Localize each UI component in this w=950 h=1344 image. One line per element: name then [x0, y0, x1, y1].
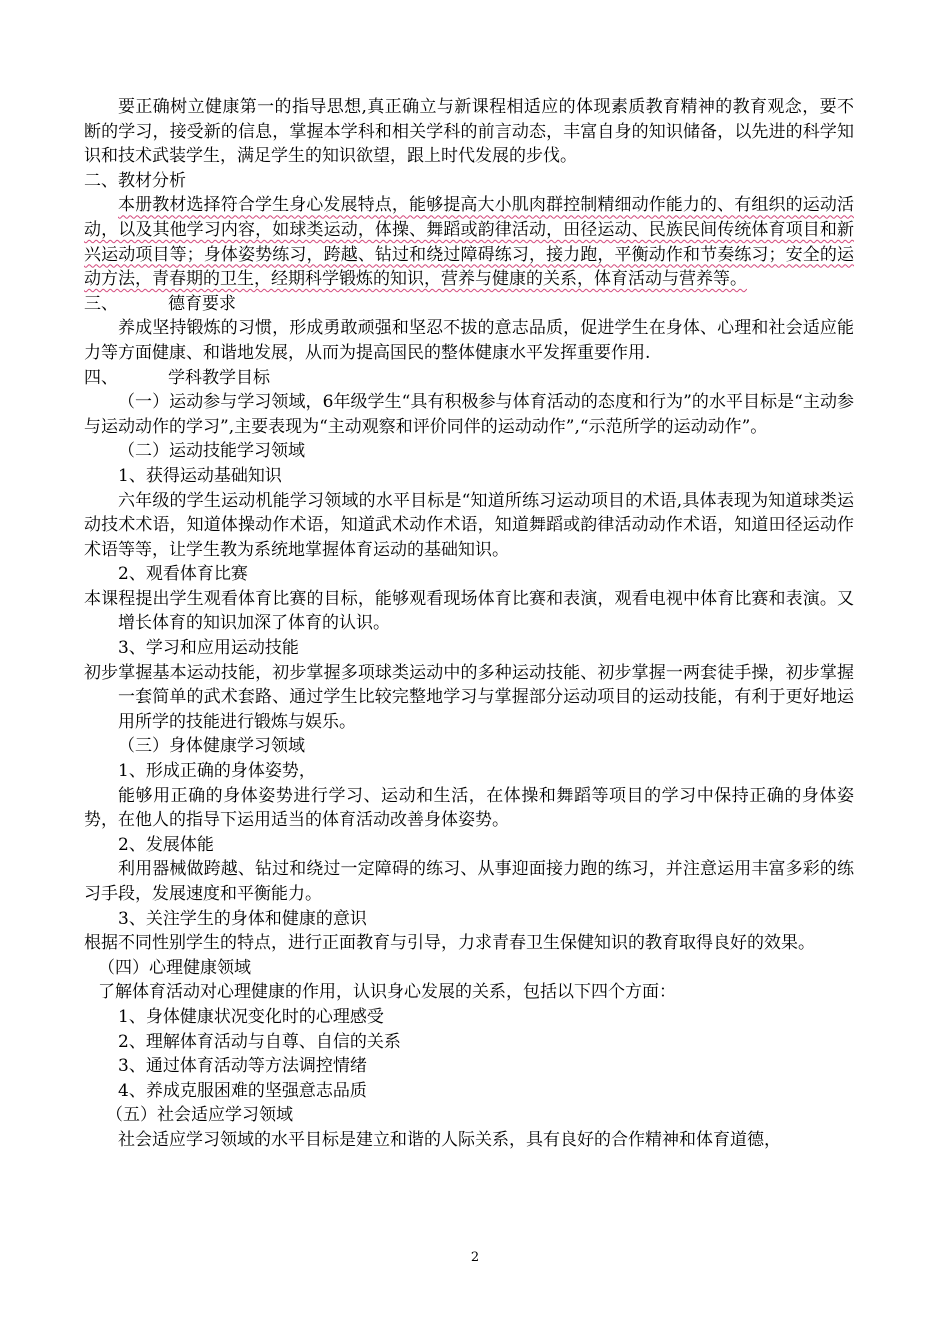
- paragraph-moral-education: 养成坚持锻炼的习惯，形成勇敢顽强和坚忍不拔的意志品质，促进学生在身体、心理和社会适应能力等方面健康、和谐地发展，从而为提高国民的整体健康水平发挥重要作用.: [84, 318, 854, 363]
- subheading-social-adaptation: （五）社会适应学习领域: [106, 1105, 293, 1126]
- paragraph-sports-participation: （一）运动参与学习领域，6年级学生“具有积极参与体育活动的态度和行为”的水平目标是“主动参与运动动作的学习”,主要表现为“主动观察和评价同伴的运动动作”,“示范所学的运动动作”。: [84, 392, 854, 437]
- paragraph-health-awareness: 根据不同性别学生的特点，进行正面教育与引导，力求青春卫生保健知识的教育取得良好的效果。: [84, 933, 815, 954]
- paragraph-watch-games: 本课程提出学生观看体育比赛的目标，能够观看现场体育比赛和表演，观看电视中体育比赛和表演。又增长体育的知识加深了体育的认识。: [84, 588, 854, 634]
- heading-title: 学科教学目标: [168, 367, 270, 388]
- item-posture: 1、形成正确的身体姿势，: [118, 761, 316, 782]
- paragraph-textbook-analysis: 本册教材选择符合学生身心发展特点，能够提高大小肌肉群控制精细动作能力的、有组织的运动活动，以及其他学习内容，如球类运动，体操、舞蹈或韵律活动，田径运动、民族民间传统体育项目和新兴运动项目等；身体姿势练习，跨越、钻过和绕过障碍练习，接力跑，平衡动作和节奏练习；安全的运动方法，青春期的卫生，经期科学锻炼的知识，营养与健康的关系，体育活动与营养等。: [84, 195, 854, 290]
- item-basic-knowledge: 1、获得运动基础知识: [118, 465, 282, 486]
- page-number: 2: [470, 1250, 480, 1265]
- heading-textbook-analysis: 二、教材分析: [84, 170, 186, 191]
- list-item: 3、通过体育活动等方法调控情绪: [118, 1056, 367, 1077]
- subheading-physical-health: （三）身体健康学习领域: [118, 736, 305, 757]
- paragraph-guiding-thought: 要正确树立健康第一的指导思想,真正确立与新课程相适应的体现素质教育精神的教育观念，要不断的学习，接受新的信息，掌握本学科和相关学科的前言动态，丰富自身的知识储备，以先进的科学知识和技术武装学生，满足学生的知识欲望，跟上时代发展的步伐。: [84, 97, 854, 167]
- paragraph-fitness: 利用器械做跨越、钻过和绕过一定障碍的练习、从事迎面接力跑的练习，并注意运用丰富多彩的练习手段，发展速度和平衡能力。: [84, 859, 854, 904]
- heading-moral-education: [84, 292, 854, 317]
- subheading-motor-skills: （二）运动技能学习领域: [118, 441, 305, 462]
- heading-number: 四、: [84, 367, 118, 388]
- heading-number: 三、: [84, 293, 118, 314]
- item-fitness: 2、发展体能: [118, 834, 214, 855]
- paragraph-mental-health: 了解体育活动对心理健康的作用，认识身心发展的关系，包括以下四个方面：: [98, 982, 676, 1003]
- item-health-awareness: 3、关注学生的身体和健康的意识: [118, 908, 367, 929]
- body-text: [84, 95, 854, 1153]
- heading-teaching-goals: [84, 366, 854, 391]
- list-item: 1、身体健康状况变化时的心理感受: [118, 1006, 384, 1027]
- list-item: 4、养成克服困难的坚强意志品质: [118, 1080, 367, 1101]
- heading-title: 德育要求: [168, 293, 236, 314]
- item-apply-skills: 3、学习和应用运动技能: [118, 638, 299, 659]
- paragraph-basic-knowledge: 六年级的学生运动机能学习领域的水平目标是“知道所练习运动项目的术语,具体表现为知道球类运动技术术语，知道体操动作术语，知道武术动作术语，知道舞蹈或韵律活动动作术语，知道田径运动作术语等等，让学生教为系统地掌握体育运动的基础知识。: [84, 490, 854, 560]
- item-watch-games: 2、观看体育比赛: [118, 564, 248, 585]
- paragraph-posture: 能够用正确的身体姿势进行学习、运动和生活，在体操和舞蹈等项目的学习中保持正确的身体姿势，在他人的指导下运用适当的体育活动改善身体姿势。: [84, 785, 854, 831]
- list-item: 2、理解体育活动与自尊、自信的关系: [118, 1031, 401, 1052]
- subheading-mental-health: （四）心理健康领域: [98, 957, 251, 978]
- paragraph-apply-skills: 初步掌握基本运动技能，初步掌握多项球类运动中的多种运动技能、初步掌握一两套徒手操，初步掌握一套简单的武术套路、通过学生比较完整地学习与掌握部分运动项目的运动技能，有利于更好地运用所学的技能进行锻炼与娱乐。: [84, 662, 854, 732]
- paragraph-social-adaptation: 社会适应学习领域的水平目标是建立和谐的人际关系，具有良好的合作精神和体育道德，: [118, 1129, 781, 1150]
